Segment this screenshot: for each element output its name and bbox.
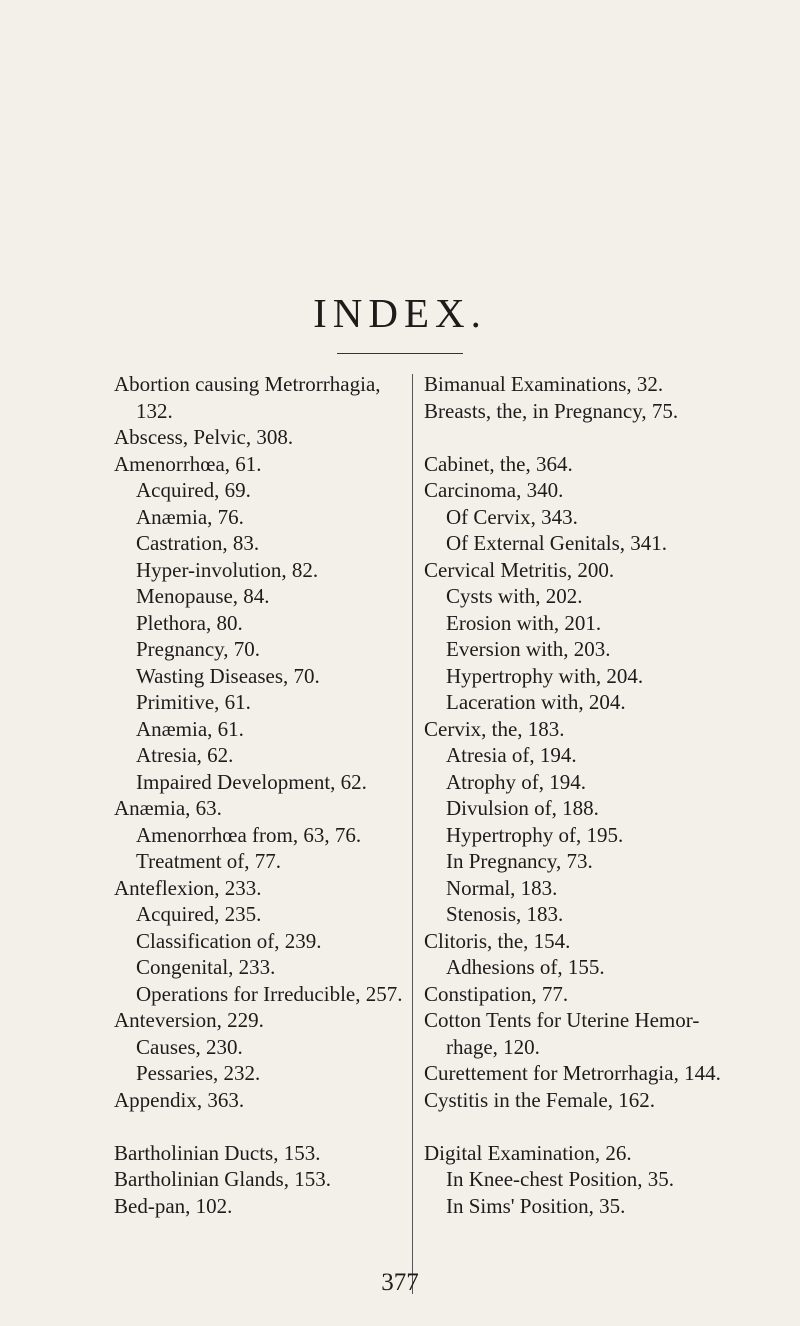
- index-subentry: In Pregnancy, 73.: [446, 849, 593, 873]
- index-subentry: Wasting Diseases, 70.: [136, 663, 320, 688]
- index-subentry: Pessaries, 232.: [136, 1061, 261, 1085]
- index-subentry: Impaired Development, 62.: [136, 769, 367, 794]
- index-subentry: Hypertrophy of, 195.: [446, 822, 624, 847]
- index-entry: Curettement for Metrorrhagia, 144.: [424, 1061, 721, 1085]
- index-entry: Cotton Tents for Uterine Hemor-: [424, 1008, 700, 1032]
- index-entry: Anteversion, 229.: [114, 1008, 264, 1032]
- index-subentry: Atresia, 62.: [136, 743, 234, 767]
- index-subentry: rhage, 120.: [446, 1034, 540, 1059]
- index-subentry: Plethora, 80.: [136, 610, 243, 635]
- index-gap: [424, 1113, 724, 1140]
- index-subentry: Eversion with, 203.: [446, 637, 611, 661]
- index-entry: Carcinoma, 340.: [424, 478, 564, 502]
- index-subentry: 132.: [136, 398, 173, 423]
- title-rule: [337, 353, 463, 354]
- index-subentry: Laceration with, 204.: [446, 690, 626, 714]
- index-subentry: Anæmia, 76.: [136, 504, 244, 529]
- index-subentry: Pregnancy, 70.: [136, 637, 261, 661]
- index-subentry: Castration, 83.: [136, 531, 260, 555]
- index-entry: Amenorrhœa, 61.: [114, 451, 262, 476]
- index-subentry: Amenorrhœa from, 63, 76.: [136, 822, 362, 847]
- index-subentry: Acquired, 235.: [136, 902, 262, 926]
- index-entry: Bartholinian Ducts, 153.: [114, 1140, 321, 1165]
- index-gap: [424, 424, 724, 451]
- index-subentry: Erosion with, 201.: [446, 610, 602, 635]
- index-subentry: Atresia of, 194.: [446, 743, 577, 767]
- index-subentry: Adhesions of, 155.: [446, 955, 605, 979]
- index-subentry: Atrophy of, 194.: [446, 769, 586, 794]
- index-entry: Anteflexion, 233.: [114, 875, 262, 900]
- index-subentry: Treatment of, 77.: [136, 849, 282, 873]
- index-subentry: Primitive, 61.: [136, 690, 251, 714]
- index-subentry: Normal, 183.: [446, 875, 558, 900]
- index-entry: Clitoris, the, 154.: [424, 928, 571, 953]
- index-entry: Abortion causing Metrorrhagia,: [114, 372, 381, 396]
- index-subentry: In Sims' Position, 35.: [446, 1193, 626, 1218]
- index-subentry: Acquired, 69.: [136, 478, 251, 502]
- page-number: 377: [381, 1269, 419, 1296]
- index-entry: Cabinet, the, 364.: [424, 451, 573, 476]
- column-divider: [412, 374, 413, 1294]
- index-subentry: Hyper-involution, 82.: [136, 557, 319, 582]
- index-subentry: Stenosis, 183.: [446, 902, 564, 926]
- index-entry: Breasts, the, in Pregnancy, 75.: [424, 398, 679, 423]
- index-entry: Abscess, Pelvic, 308.: [114, 425, 294, 449]
- index-subentry: Of Cervix, 343.: [446, 504, 578, 529]
- index-entry: Bed-pan, 102.: [114, 1193, 233, 1218]
- index-entry: Digital Examination, 26.: [424, 1140, 632, 1165]
- index-entry: Cervical Metritis, 200.: [424, 557, 615, 582]
- index-subentry: Classification of, 239.: [136, 928, 322, 953]
- index-subentry: Operations for Irreducible, 257.: [136, 981, 403, 1006]
- index-entry: Anæmia, 63.: [114, 796, 222, 820]
- index-subentry: In Knee-chest Position, 35.: [446, 1167, 675, 1191]
- index-subentry: Anæmia, 61.: [136, 716, 244, 741]
- index-entry: Bartholinian Glands, 153.: [114, 1167, 331, 1191]
- index-subentry: Congenital, 233.: [136, 955, 276, 979]
- index-subentry: Causes, 230.: [136, 1034, 243, 1059]
- index-subentry: Menopause, 84.: [136, 584, 270, 608]
- index-subentry: Of External Genitals, 341.: [446, 531, 668, 555]
- index-column-left: [114, 371, 410, 1219]
- index-title: INDEX.: [313, 290, 487, 336]
- index-subentry: Divulsion of, 188.: [446, 796, 599, 820]
- index-entry: Appendix, 363.: [114, 1087, 245, 1112]
- index-subentry: Hypertrophy with, 204.: [446, 663, 644, 688]
- index-subentry: Cysts with, 202.: [446, 584, 583, 608]
- index-gap: [114, 1113, 410, 1140]
- index-entry: Bimanual Examinations, 32.: [424, 372, 664, 396]
- index-entry: Constipation, 77.: [424, 981, 569, 1006]
- index-column-right: [424, 371, 724, 1219]
- index-entry: Cystitis in the Female, 162.: [424, 1087, 655, 1112]
- index-entry: Cervix, the, 183.: [424, 716, 565, 741]
